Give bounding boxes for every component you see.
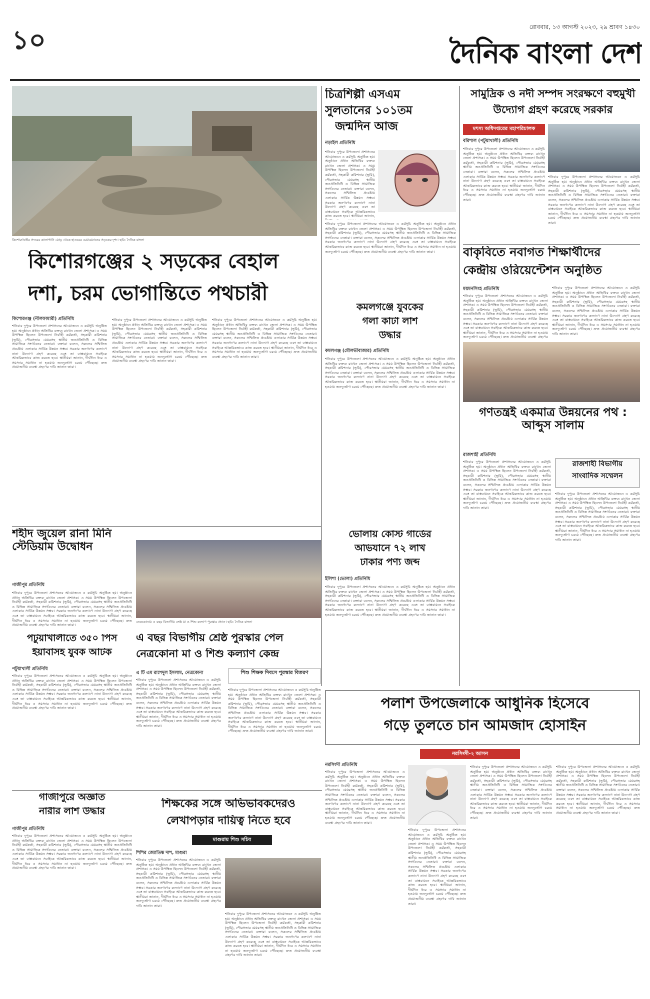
road-headline-line1: কিশোরগঞ্জের ২ সড়কের বেহাল xyxy=(28,250,279,273)
orientation-photo xyxy=(463,342,640,402)
road-headline-line2: দশা, চরম ভোগান্তিতে পথচারী xyxy=(28,282,268,305)
artist-byline: নড়াইল প্রতিনিধি xyxy=(325,141,356,146)
yaba-body: শনিবার দুপুরে উপজেলা প্রশাসনের আয়োজনে এ কর্মসূচি অনুষ্ঠিত হয়। অনুষ্ঠানে প্রধান অতিথির বক্তব্য রাখেন জেলা প্রশাসক। এ সময় উপস্থিত ছিলেন উপজেলা নির্বাহী কর্মকর্তা, সহকারী কমিশনার (ভূমি), পৌরসভার মেয়রসহ স্থানীয় জনপ্রতিনিধি ও বিভিন্ন সামাজিক সংগঠনের নেতারা। বক্তারা বলেন, সকলের সম্মিলিত প্রচেষ্টায় এলাকার সার্বিক উন্নয়ন সম্ভব। সরকার জনগণের কল্যাণে নানা উদ্যোগ গ্রহণ করেছে এবং তা বাস্তবায়নে সবাইকে আন্তরিকভাবে কাজ করতে হবে। স্থানীয়রা জানান, দীর্ঘদিন ধরে এ সমস্যার সমাধান না হওয়ায় জনদুর্ভোগ চরমে পৌঁছেছে। দ্রুত প্রয়োজনীয় ব্যবস্থা গ্রহণের দাবি জানান তারা। xyxy=(12,674,132,711)
artist-body-col2: শনিবার দুপুরে উপজেলা প্রশাসনের আয়োজনে এ কর্মসূচি অনুষ্ঠিত হয়। অনুষ্ঠানে প্রধান অতিথির বক্তব্য রাখেন জেলা প্রশাসক। এ সময় উপস্থিত ছিলেন উপজেলা নির্বাহী কর্মকর্তা, সহকারী কমিশনার (ভূমি), পৌরসভার মেয়রসহ স্থানীয় জনপ্রতিনিধি ও বিভিন্ন সামাজিক সংগঠনের নেতারা। বক্তারা বলেন, সকলের সম্মিলিত প্রচেষ্টায় এলাকার সার্বিক উন্নয়ন সম্ভব। সরকার জনগণের কল্যাণে নানা উদ্যোগ গ্রহণ করেছে এবং তা বাস্তবায়নে সবাইকে আন্তরিকভাবে কাজ করতে হবে। স্থানীয়রা জানান, দীর্ঘদিন ধরে এ সমস্যার সমাধান না হওয়ায় জনদুর্ভোগ চরমে পৌঁছেছে। দ্রুত প্রয়োজনীয় ব্যবস্থা গ্রহণের দাবি জানান তারা। xyxy=(325,222,456,254)
yaba-headline-line2: ইয়াবাসহ যুবক আটক xyxy=(32,648,112,658)
teachers-byline: শিশির জ্যোতিষ্ক দাশ, মাগুরা xyxy=(136,851,187,856)
sea-byline: বরিশাল (পটুয়াখালী) প্রতিনিধি xyxy=(463,139,519,144)
sea-photo xyxy=(548,124,640,172)
orientation-body-col1: শনিবার দুপুরে উপজেলা প্রশাসনের আয়োজনে এ কর্মসূচি অনুষ্ঠিত হয়। অনুষ্ঠানে প্রধান অতিথির বক্তব্য রাখেন জেলা প্রশাসক। এ সময় উপস্থিত ছিলেন উপজেলা নির্বাহী কর্মকর্তা, সহকারী কমিশনার (ভূমি), পৌরসভার মেয়রসহ স্থানীয় জনপ্রতিনিধি ও বিভিন্ন সামাজিক সংগঠনের নেতারা। বক্তারা বলেন, সকলের সম্মিলিত প্রচেষ্টায় এলাকার সার্বিক উন্নয়ন সম্ভব। সরকার জনগণের কল্যাণে নানা উদ্যোগ গ্রহণ করেছে এবং তা বাস্তবায়নে সবাইকে আন্তরিকভাবে কাজ করতে হবে। স্থানীয়রা জানান, দীর্ঘদিন ধরে এ সমস্যার সমাধান না হওয়ায় জনদুর্ভোগ চরমে পৌঁছেছে। দ্রুত প্রয়োজনীয় ব্যবস্থা গ্রহণের xyxy=(463,294,548,339)
stadium-body: শনিবার দুপুরে উপজেলা প্রশাসনের আয়োজনে এ কর্মসূচি অনুষ্ঠিত হয়। অনুষ্ঠানে প্রধান অতিথির বক্তব্য রাখেন জেলা প্রশাসক। এ সময় উপস্থিত ছিলেন উপজেলা নির্বাহী কর্মকর্তা, সহকারী কমিশনার (ভূমি), পৌরসভার মেয়রসহ স্থানীয় জনপ্রতিনিধি ও বিভিন্ন সামাজিক সংগঠনের নেতারা। বক্তারা বলেন, সকলের সম্মিলিত প্রচেষ্টায় এলাকার সার্বিক উন্নয়ন সম্ভব। সরকার জনগণের কল্যাণে নানা উদ্যোগ গ্রহণ করেছে এবং তা বাস্তবায়নে সবাইকে আন্তরিকভাবে কাজ করতে হবে। স্থানীয়রা জানান, দীর্ঘদিন ধরে এ সমস্যার সমাধান না হওয়ায় জনদুর্ভোগ চরমে পৌঁছেছে। দ্রুত প্রয়োজনীয় ব্যবস্থা গ্রহণের দাবি জানান তারা। xyxy=(12,591,132,628)
section-rule-1 xyxy=(12,526,322,527)
artist-headline-line2: সুলতানের ১০১তম xyxy=(325,104,413,117)
road-scene-graphic xyxy=(12,86,317,236)
orientation-byline: ময়মনসিংহ প্রতিনিধি xyxy=(463,287,500,292)
palash-headline-line2: গড়ে তুলতে চান আমজাদ হোসাইন xyxy=(383,718,587,734)
teachers-body-col2: শনিবার দুপুরে উপজেলা প্রশাসনের আয়োজনে এ কর্মসূচি অনুষ্ঠিত হয়। অনুষ্ঠানে প্রধান অতিথির বক্তব্য রাখেন জেলা প্রশাসক। এ সময় উপস্থিত ছিলেন উপজেলা নির্বাহী কর্মকর্তা, সহকারী কমিশনার (ভূমি), পৌরসভার মেয়রসহ স্থানীয় জনপ্রতিনিধি ও বিভিন্ন সামাজিক সংগঠনের নেতারা। বক্তারা বলেন, সকলের সম্মিলিত প্রচেষ্টায় এলাকার সার্বিক উন্নয়ন সম্ভব। সরকার জনগণের কল্যাণে নানা উদ্যোগ গ্রহণ করেছে এবং তা বাস্তবায়নে সবাইকে আন্তরিকভাবে কাজ করতে হবে। স্থানীয়রা জানান, দীর্ঘদিন ধরে এ সমস্যার সমাধান না হওয়ায় জনদুর্ভোগ চরমে পৌঁছেছে। দ্রুত প্রয়োজনীয় ব্যবস্থা গ্রহণের দাবি জানান তারা। xyxy=(225,912,321,958)
stadium-byline: গাজীপুর প্রতিনিধি xyxy=(12,583,45,588)
teachers-headline-line1: শিক্ষকের সঙ্গে অভিভাবকদেরও xyxy=(161,798,296,810)
palash-body-col2: শনিবার দুপুরে উপজেলা প্রশাসনের আয়োজনে এ কর্মসূচি অনুষ্ঠিত হয়। অনুষ্ঠানে প্রধান অতিথির বক্তব্য রাখেন জেলা প্রশাসক। এ সময় উপস্থিত ছিলেন উপজেলা নির্বাহী কর্মকর্তা, সহকারী কমিশনার (ভূমি), পৌরসভার মেয়রসহ স্থানীয় জনপ্রতিনিধি ও বিভিন্ন সামাজিক সংগঠনের নেতারা। বক্তারা বলেন, সকলের সম্মিলিত প্রচেষ্টায় এলাকার সার্বিক উন্নয়ন সম্ভব। সরকার জনগণের কল্যাণে নানা উদ্যোগ গ্রহণ করেছে এবং তা বাস্তবায়নে সবাইকে আন্তরিকভাবে কাজ করতে হবে। স্থানীয়রা জানান, দীর্ঘদিন ধরে এ সমস্যার সমাধান না হওয়ায় জনদুর্ভোগ চরমে পৌঁছেছে। দ্রুত প্রয়োজনীয় ব্যবস্থা গ্রহণের দাবি জানান তারা। xyxy=(408,828,466,906)
palash-headline-line1: পলাশ উপজেলাকে আধুনিক হিসেবে xyxy=(380,696,590,712)
award-photo-caption: নেত্রকোনায় এ বছর বিভাগীয় শ্রেষ্ঠ মা ও শিশু কল্যাণ পুরস্কার প্রদান। ছবি: দৈনিক বাংলা xyxy=(136,620,253,624)
teachers-banner: মাগুরায় শিশু সচিব xyxy=(192,835,272,845)
coast-guard-headline-line2: অভিযানে ৭২ লাখ xyxy=(354,544,426,554)
masthead-rule xyxy=(10,79,640,81)
sea-headline-line1: সামুদ্রিক ও নদী সম্পদ সংরক্ষণে বহুমুখী xyxy=(470,88,636,100)
award-byline: এ টি এম রাশেদুল ইসলাম, নেত্রকোনা xyxy=(136,671,204,676)
rajshahi-headline-line2: সাংবাদিক সম্মেলন xyxy=(572,472,623,480)
palash-byline: নরসিংদী প্রতিনিধি xyxy=(325,763,358,768)
teachers-body-col1: শনিবার দুপুরে উপজেলা প্রশাসনের আয়োজনে এ কর্মসূচি অনুষ্ঠিত হয়। অনুষ্ঠানে প্রধান অতিথির বক্তব্য রাখেন জেলা প্রশাসক। এ সময় উপস্থিত ছিলেন উপজেলা নির্বাহী কর্মকর্তা, সহকারী কমিশনার (ভূমি), পৌরসভার মেয়রসহ স্থানীয় জনপ্রতিনিধি ও বিভিন্ন সামাজিক সংগঠনের নেতারা। বক্তারা বলেন, সকলের সম্মিলিত প্রচেষ্টায় এলাকার সার্বিক উন্নয়ন সম্ভব। সরকার জনগণের কল্যাণে নানা উদ্যোগ গ্রহণ করেছে এবং তা বাস্তবায়নে সবাইকে আন্তরিকভাবে কাজ করতে হবে। স্থানীয়রা জানান, দীর্ঘদিন ধরে এ সমস্যার সমাধান না হওয়ায় জনদুর্ভোগ চরমে পৌঁছেছে। দ্রুত প্রয়োজনীয় ব্যবস্থা গ্রহণের দাবি জানান তারা। xyxy=(136,858,221,908)
democracy-byline: রাজশাহী প্রতিনিধি xyxy=(463,453,496,458)
column-rule-1 xyxy=(321,86,322,686)
teachers-box: শিশু শিক্ষক দিবসে পুরস্কার বিতরণ xyxy=(228,668,321,684)
artist-headline-line3: জন্মদিন আজ xyxy=(335,120,398,133)
road-body-col2: শনিবার দুপুরে উপজেলা প্রশাসনের আয়োজনে এ কর্মসূচি অনুষ্ঠিত হয়। অনুষ্ঠানে প্রধান অতিথির বক্তব্য রাখেন জেলা প্রশাসক। এ সময় উপস্থিত ছিলেন উপজেলা নির্বাহী কর্মকর্তা, সহকারী কমিশনার (ভূমি), পৌরসভার মেয়রসহ স্থানীয় জনপ্রতিনিধি ও বিভিন্ন সামাজিক সংগঠনের নেতারা। বক্তারা বলেন, সকলের সম্মিলিত প্রচেষ্টায় এলাকার সার্বিক উন্নয়ন সম্ভব। সরকার জনগণের কল্যাণে নানা উদ্যোগ গ্রহণ করেছে এবং তা বাস্তবায়নে সবাইকে আন্তরিকভাবে কাজ করতে হবে। স্থানীয়রা জানান, দীর্ঘদিন ধরে এ সমস্যার সমাধান না হওয়ায় জনদুর্ভোগ চরমে পৌঁছেছে। দ্রুত প্রয়োজনীয় ব্যবস্থা গ্রহণের দাবি জানান তারা। xyxy=(112,318,207,364)
masthead-name: দৈনিক বাংলা দেশ xyxy=(449,37,642,70)
teachers-headline-line2: লেখাপড়ার দায়িত্ব নিতে হবে xyxy=(166,815,291,827)
palash-portrait xyxy=(408,765,466,825)
page-number: ১০ xyxy=(12,26,46,56)
award-photo xyxy=(136,540,321,618)
orientation-body-col2: শনিবার দুপুরে উপজেলা প্রশাসনের আয়োজনে এ কর্মসূচি অনুষ্ঠিত হয়। অনুষ্ঠানে প্রধান অতিথির বক্তব্য রাখেন জেলা প্রশাসক। এ সময় উপস্থিত ছিলেন উপজেলা নির্বাহী কর্মকর্তা, সহকারী কমিশনার (ভূমি), পৌরসভার মেয়রসহ স্থানীয় জনপ্রতিনিধি ও বিভিন্ন সামাজিক সংগঠনের নেতারা। বক্তারা বলেন, সকলের সম্মিলিত প্রচেষ্টায় এলাকার সার্বিক উন্নয়ন সম্ভব। সরকার জনগণের কল্যাণে নানা উদ্যোগ গ্রহণ করেছে এবং তা বাস্তবায়নে সবাইকে আন্তরিকভাবে কাজ করতে হবে। স্থানীয়রা জানান, দীর্ঘদিন ধরে এ সমস্যার সমাধান না হওয়ায় জনদুর্ভোগ চরমে পৌঁছেছে। দ্রুত প্রয়োজনীয় ব্যবস্থা গ্রহণের দাবি জানান তারা। xyxy=(552,286,640,336)
democracy-headline: গণতন্ত্রই একমাত্র উন্নয়নের পথ : আব্দুস সালাম xyxy=(478,406,628,433)
killed-headline-line1: কমলগঞ্জে যুবকের xyxy=(356,303,424,313)
artist-portrait-sketch xyxy=(378,150,456,212)
section-rule-2 xyxy=(463,244,640,245)
stadium-headline: শহীদ জুয়েল রানা মিনি স্টেডিয়াম উদ্বোধন xyxy=(12,528,112,553)
orientation-headline-line1: বাকৃবিতে নবাগত শিক্ষার্থীদের xyxy=(463,246,601,259)
yaba-headline-line1: পটুয়াখালীতে ৩৫০ পিস xyxy=(26,634,118,644)
date-line: রোববার, ১৩ আগস্ট ২০২৩, ২৯ শ্রাবণ ১৪৩০ xyxy=(529,24,640,31)
gazipur-body: শনিবার দুপুরে উপজেলা প্রশাসনের আয়োজনে এ কর্মসূচি অনুষ্ঠিত হয়। অনুষ্ঠানে প্রধান অতিথির বক্তব্য রাখেন জেলা প্রশাসক। এ সময় উপস্থিত ছিলেন উপজেলা নির্বাহী কর্মকর্তা, সহকারী কমিশনার (ভূমি), পৌরসভার মেয়রসহ স্থানীয় জনপ্রতিনিধি ও বিভিন্ন সামাজিক সংগঠনের নেতারা। বক্তারা বলেন, সকলের সম্মিলিত প্রচেষ্টায় এলাকার সার্বিক উন্নয়ন সম্ভব। সরকার জনগণের কল্যাণে নানা উদ্যোগ গ্রহণ করেছে এবং তা বাস্তবায়নে সবাইকে আন্তরিকভাবে কাজ করতে হবে। স্থানীয়রা জানান, দীর্ঘদিন ধরে এ সমস্যার সমাধান না হওয়ায় জনদুর্ভোগ চরমে পৌঁছেছে। দ্রুত প্রয়োজনীয় ব্যবস্থা গ্রহণের দাবি জানান তারা। xyxy=(12,834,132,871)
palash-banner: নরসিংদী-২ আসন xyxy=(420,749,520,759)
gazipur-headline-line2: নারীর লাশ উদ্ধার xyxy=(38,807,105,817)
artist-portrait xyxy=(378,150,456,212)
sea-body-col1: শনিবার দুপুরে উপজেলা প্রশাসনের আয়োজনে এ কর্মসূচি অনুষ্ঠিত হয়। অনুষ্ঠানে প্রধান অতিথির বক্তব্য রাখেন জেলা প্রশাসক। এ সময় উপস্থিত ছিলেন উপজেলা নির্বাহী কর্মকর্তা, সহকারী কমিশনার (ভূমি), পৌরসভার মেয়রসহ স্থানীয় জনপ্রতিনিধি ও বিভিন্ন সামাজিক সংগঠনের নেতারা। বক্তারা বলেন, সকলের সম্মিলিত প্রচেষ্টায় এলাকার সার্বিক উন্নয়ন সম্ভব। সরকার জনগণের কল্যাণে নানা উদ্যোগ গ্রহণ করেছে এবং তা বাস্তবায়নে সবাইকে আন্তরিকভাবে কাজ করতে হবে। স্থানীয়রা জানান, দীর্ঘদিন ধরে এ সমস্যার সমাধান না হওয়ায় জনদুর্ভোগ চরমে পৌঁছেছে। দ্রুত প্রয়োজনীয় ব্যবস্থা গ্রহণের দাবি জানান তারা। xyxy=(463,147,545,202)
coast-guard-body: শনিবার দুপুরে উপজেলা প্রশাসনের আয়োজনে এ কর্মসূচি অনুষ্ঠিত হয়। অনুষ্ঠানে প্রধান অতিথির বক্তব্য রাখেন জেলা প্রশাসক। এ সময় উপস্থিত ছিলেন উপজেলা নির্বাহী কর্মকর্তা, সহকারী কমিশনার (ভূমি), পৌরসভার মেয়রসহ স্থানীয় জনপ্রতিনিধি ও বিভিন্ন সামাজিক সংগঠনের নেতারা। বক্তারা বলেন, সকলের সম্মিলিত প্রচেষ্টায় এলাকার সার্বিক উন্নয়ন সম্ভব। সরকার জনগণের কল্যাণে নানা উদ্যোগ গ্রহণ করেছে এবং তা বাস্তবায়নে সবাইকে আন্তরিকভাবে কাজ করতে হবে। স্থানীয়রা জানান, দীর্ঘদিন ধরে এ সমস্যার সমাধান না হওয়ায় জনদুর্ভোগ চরমে পৌঁছেছে। দ্রুত প্রয়োজনীয় ব্যবস্থা গ্রহণের দাবি জানান তারা। xyxy=(325,585,455,617)
road-photo-caption: কিশোরগঞ্জের সদরের কালাপানি মোড় থেকে হাওরের চেয়ারম্যানের সড়কের দৃশ্য। ছবি: দৈনিক বাংলা xyxy=(12,238,145,242)
column-rule-2 xyxy=(459,86,460,686)
award-body-col2: শনিবার দুপুরে উপজেলা প্রশাসনের আয়োজনে এ কর্মসূচি অনুষ্ঠিত হয়। অনুষ্ঠানে প্রধান অতিথির বক্তব্য রাখেন জেলা প্রশাসক। এ সময় উপস্থিত ছিলেন উপজেলা নির্বাহী কর্মকর্তা, সহকারী কমিশনার (ভূমি), পৌরসভার মেয়রসহ স্থানীয় জনপ্রতিনিধি ও বিভিন্ন সামাজিক সংগঠনের নেতারা। বক্তারা বলেন, সকলের সম্মিলিত প্রচেষ্টায় এলাকার সার্বিক উন্নয়ন সম্ভব। সরকার জনগণের কল্যাণে নানা উদ্যোগ গ্রহণ করেছে এবং তা বাস্তবায়নে সবাইকে আন্তরিকভাবে কাজ করতে হবে। স্থানীয়রা জানান, দীর্ঘদিন ধরে এ সমস্যার সমাধান না হওয়ায় জনদুর্ভোগ চরমে পৌঁছেছে। দ্রুত প্রয়োজনীয় ব্যবস্থা গ্রহণের দাবি জানান তারা। xyxy=(228,688,321,734)
palash-portrait-figure xyxy=(408,765,466,825)
palash-body-col4: শনিবার দুপুরে উপজেলা প্রশাসনের আয়োজনে এ কর্মসূচি অনুষ্ঠিত হয়। অনুষ্ঠানে প্রধান অতিথির বক্তব্য রাখেন জেলা প্রশাসক। এ সময় উপস্থিত ছিলেন উপজেলা নির্বাহী কর্মকর্তা, সহকারী কমিশনার (ভূমি), পৌরসভার মেয়রসহ স্থানীয় জনপ্রতিনিধি ও বিভিন্ন সামাজিক সংগঠনের নেতারা। বক্তারা বলেন, সকলের সম্মিলিত প্রচেষ্টায় এলাকার সার্বিক উন্নয়ন সম্ভব। সরকার জনগণের কল্যাণে নানা উদ্যোগ গ্রহণ করেছে এবং তা বাস্তবায়নে সবাইকে আন্তরিকভাবে কাজ করতে হবে। স্থানীয়রা জানান, দীর্ঘদিন ধরে এ সমস্যার সমাধান না হওয়ায় জনদুর্ভোগ চরমে পৌঁছেছে। দ্রুত প্রয়োজনীয় ব্যবস্থা গ্রহণের দাবি জানান তারা। xyxy=(556,765,640,815)
killed-byline: কমলগঞ্জ (মৌলভীবাজার) প্রতিনিধি xyxy=(325,349,390,354)
road-body-col3: শনিবার দুপুরে উপজেলা প্রশাসনের আয়োজনে এ কর্মসূচি অনুষ্ঠিত হয়। অনুষ্ঠানে প্রধান অতিথির বক্তব্য রাখেন জেলা প্রশাসক। এ সময় উপস্থিত ছিলেন উপজেলা নির্বাহী কর্মকর্তা, সহকারী কমিশনার (ভূমি), পৌরসভার মেয়রসহ স্থানীয় জনপ্রতিনিধি ও বিভিন্ন সামাজিক সংগঠনের নেতারা। বক্তারা বলেন, সকলের সম্মিলিত প্রচেষ্টায় এলাকার সার্বিক উন্নয়ন সম্ভব। সরকার জনগণের কল্যাণে নানা উদ্যোগ গ্রহণ করেছে এবং তা বাস্তবায়নে সবাইকে আন্তরিকভাবে কাজ করতে হবে। স্থানীয়রা জানান, দীর্ঘদিন ধরে এ সমস্যার সমাধান না হওয়ায় জনদুর্ভোগ চরমে পৌঁছেছে। দ্রুত প্রয়োজনীয় ব্যবস্থা গ্রহণের দাবি জানান তারা। xyxy=(212,318,317,359)
yaba-byline: পটুয়াখালী প্রতিনিধি xyxy=(12,667,48,672)
award-body-col1: শনিবার দুপুরে উপজেলা প্রশাসনের আয়োজনে এ কর্মসূচি অনুষ্ঠিত হয়। অনুষ্ঠানে প্রধান অতিথির বক্তব্য রাখেন জেলা প্রশাসক। এ সময় উপস্থিত ছিলেন উপজেলা নির্বাহী কর্মকর্তা, সহকারী কমিশনার (ভূমি), পৌরসভার মেয়রসহ স্থানীয় জনপ্রতিনিধি ও বিভিন্ন সামাজিক সংগঠনের নেতারা। বক্তারা বলেন, সকলের সম্মিলিত প্রচেষ্টায় এলাকার সার্বিক উন্নয়ন সম্ভব। সরকার জনগণের কল্যাণে নানা উদ্যোগ গ্রহণ করেছে এবং তা বাস্তবায়নে সবাইকে আন্তরিকভাবে কাজ করতে হবে। স্থানীয়রা জানান, দীর্ঘদিন ধরে এ সমস্যার সমাধান না হওয়ায় জনদুর্ভোগ চরমে পৌঁছেছে। দ্রুত প্রয়োজনীয় ব্যবস্থা গ্রহণের দাবি জানান তারা। xyxy=(136,678,221,728)
sea-headline-line2: উদ্যোগ গ্রহণ করেছে সরকার xyxy=(493,104,613,116)
palash-body-col1: শনিবার দুপুরে উপজেলা প্রশাসনের আয়োজনে এ কর্মসূচি অনুষ্ঠিত হয়। অনুষ্ঠানে প্রধান অতিথির বক্তব্য রাখেন জেলা প্রশাসক। এ সময় উপস্থিত ছিলেন উপজেলা নির্বাহী কর্মকর্তা, সহকারী কমিশনার (ভূমি), পৌরসভার মেয়রসহ স্থানীয় জনপ্রতিনিধি ও বিভিন্ন সামাজিক সংগঠনের নেতারা। বক্তারা বলেন, সকলের সম্মিলিত প্রচেষ্টায় এলাকার সার্বিক উন্নয়ন সম্ভব। সরকার জনগণের কল্যাণে নানা উদ্যোগ গ্রহণ করেছে এবং তা বাস্তবায়নে সবাইকে আন্তরিকভাবে কাজ করতে হবে। স্থানীয়রা জানান, দীর্ঘদিন ধরে এ সমস্যার সমাধান না হওয়ায় জনদুর্ভোগ চরমে পৌঁছেছে। দ্রুত প্রয়োজনীয় ব্যবস্থা গ্রহণের দাবি জানান তারা। xyxy=(325,770,405,825)
sea-body-col2: শনিবার দুপুরে উপজেলা প্রশাসনের আয়োজনে এ কর্মসূচি অনুষ্ঠিত হয়। অনুষ্ঠানে প্রধান অতিথির বক্তব্য রাখেন জেলা প্রশাসক। এ সময় উপস্থিত ছিলেন উপজেলা নির্বাহী কর্মকর্তা, সহকারী কমিশনার (ভূমি), পৌরসভার মেয়রসহ স্থানীয় জনপ্রতিনিধি ও বিভিন্ন সামাজিক সংগঠনের নেতারা। বক্তারা বলেন, সকলের সম্মিলিত প্রচেষ্টায় এলাকার সার্বিক উন্নয়ন সম্ভব। সরকার জনগণের কল্যাণে নানা উদ্যোগ গ্রহণ করেছে এবং তা বাস্তবায়নে সবাইকে আন্তরিকভাবে কাজ করতে হবে। স্থানীয়রা জানান, দীর্ঘদিন ধরে এ সমস্যার সমাধান না হওয়ায় জনদুর্ভোগ চরমে পৌঁছেছে। দ্রুত প্রয়োজনীয় ব্যবস্থা গ্রহণের দাবি জানান তারা। xyxy=(548,175,640,225)
democracy-body-col1: শনিবার দুপুরে উপজেলা প্রশাসনের আয়োজনে এ কর্মসূচি অনুষ্ঠিত হয়। অনুষ্ঠানে প্রধান অতিথির বক্তব্য রাখেন জেলা প্রশাসক। এ সময় উপস্থিত ছিলেন উপজেলা নির্বাহী কর্মকর্তা, সহকারী কমিশনার (ভূমি), পৌরসভার মেয়রসহ স্থানীয় জনপ্রতিনিধি ও বিভিন্ন সামাজিক সংগঠনের নেতারা। বক্তারা বলেন, সকলের সম্মিলিত প্রচেষ্টায় এলাকার সার্বিক উন্নয়ন সম্ভব। সরকার জনগণের কল্যাণে নানা উদ্যোগ গ্রহণ করেছে এবং তা বাস্তবায়নে সবাইকে আন্তরিকভাবে কাজ করতে হবে। স্থানীয়রা জানান, দীর্ঘদিন ধরে এ সমস্যার সমাধান না হওয়ায় জনদুর্ভোগ চরমে পৌঁছেছে। দ্রুত প্রয়োজনীয় ব্যবস্থা গ্রহণের দাবি জানান তারা। xyxy=(463,460,551,510)
palash-body-col3: শনিবার দুপুরে উপজেলা প্রশাসনের আয়োজনে এ কর্মসূচি অনুষ্ঠিত হয়। অনুষ্ঠানে প্রধান অতিথির বক্তব্য রাখেন জেলা প্রশাসক। এ সময় উপস্থিত ছিলেন উপজেলা নির্বাহী কর্মকর্তা, সহকারী কমিশনার (ভূমি), পৌরসভার মেয়রসহ স্থানীয় জনপ্রতিনিধি ও বিভিন্ন সামাজিক সংগঠনের নেতারা। বক্তারা বলেন, সকলের সম্মিলিত প্রচেষ্টায় এলাকার সার্বিক উন্নয়ন সম্ভব। সরকার জনগণের কল্যাণে নানা উদ্যোগ গ্রহণ করেছে এবং তা বাস্তবায়নে সবাইকে আন্তরিকভাবে কাজ করতে হবে। স্থানীয়রা জানান, দীর্ঘদিন ধরে এ সমস্যার সমাধান না হওয়ায় জনদুর্ভোগ চরমে পৌঁছেছে। দ্রুত প্রয়োজনীয় ব্যবস্থা গ্রহণের দাবি জানান তারা। xyxy=(470,765,552,820)
road-body-col1: শনিবার দুপুরে উপজেলা প্রশাসনের আয়োজনে এ কর্মসূচি অনুষ্ঠিত হয়। অনুষ্ঠানে প্রধান অতিথির বক্তব্য রাখেন জেলা প্রশাসক। এ সময় উপস্থিত ছিলেন উপজেলা নির্বাহী কর্মকর্তা, সহকারী কমিশনার (ভূমি), পৌরসভার মেয়রসহ স্থানীয় জনপ্রতিনিধি ও বিভিন্ন সামাজিক সংগঠনের নেতারা। বক্তারা বলেন, সকলের সম্মিলিত প্রচেষ্টায় এলাকার সার্বিক উন্নয়ন সম্ভব। সরকার জনগণের কল্যাণে নানা উদ্যোগ গ্রহণ করেছে এবং তা বাস্তবায়নে সবাইকে আন্তরিকভাবে কাজ করতে হবে। স্থানীয়রা জানান, দীর্ঘদিন ধরে এ সমস্যার সমাধান না হওয়ায় জনদুর্ভোগ চরমে পৌঁছেছে। দ্রুত প্রয়োজনীয় ব্যবস্থা গ্রহণের দাবি জানান তারা। xyxy=(12,324,107,370)
road-photo xyxy=(12,86,317,236)
award-headline-line1: এ বছর বিভাগীয় শ্রেষ্ঠ পুরস্কার পেল xyxy=(136,632,284,644)
section-rule-3 xyxy=(12,790,322,791)
rajshahi-headline-line1: রাজশাহী বিভাগীয় xyxy=(572,460,623,468)
award-headline-line2: নেত্রকোনা মা ও শিশু কল্যাণ কেন্দ্র xyxy=(136,648,280,660)
teachers-photo xyxy=(225,858,321,908)
killed-body: শনিবার দুপুরে উপজেলা প্রশাসনের আয়োজনে এ কর্মসূচি অনুষ্ঠিত হয়। অনুষ্ঠানে প্রধান অতিথির বক্তব্য রাখেন জেলা প্রশাসক। এ সময় উপস্থিত ছিলেন উপজেলা নির্বাহী কর্মকর্তা, সহকারী কমিশনার (ভূমি), পৌরসভার মেয়রসহ স্থানীয় জনপ্রতিনিধি ও বিভিন্ন সামাজিক সংগঠনের নেতারা। বক্তারা বলেন, সকলের সম্মিলিত প্রচেষ্টায় এলাকার সার্বিক উন্নয়ন সম্ভব। সরকার জনগণের কল্যাণে নানা উদ্যোগ গ্রহণ করেছে এবং তা বাস্তবায়নে সবাইকে আন্তরিকভাবে কাজ করতে হবে। স্থানীয়রা জানান, দীর্ঘদিন ধরে এ সমস্যার সমাধান না হওয়ায় জনদুর্ভোগ চরমে পৌঁছেছে। দ্রুত প্রয়োজনীয় ব্যবস্থা গ্রহণের দাবি জানান তারা। xyxy=(325,357,455,389)
artist-headline-line1: চিত্রশিল্পী এসএম xyxy=(325,88,401,101)
coast-guard-headline-line3: টাকার পণ্য জব্দ xyxy=(360,558,420,568)
coast-guard-byline: ইলিশা (ভোলা) প্রতিনিধি xyxy=(325,577,371,582)
sea-banner: মৎস্য অধিদপ্তরের মহাপরিচালক xyxy=(463,124,545,135)
coast-guard-headline-line1: ভোলায় কোস্ট গার্ডের xyxy=(348,530,432,540)
orientation-headline-line2: কেন্দ্রীয় ওরিয়েন্টেশন অনুষ্ঠিত xyxy=(463,264,602,277)
killed-headline-line3: উদ্ধার xyxy=(378,331,402,341)
road-byline: কিশোরগঞ্জ (নীলফামারী) প্রতিনিধি xyxy=(12,317,75,322)
rajshahi-body: শনিবার দুপুরে উপজেলা প্রশাসনের আয়োজনে এ কর্মসূচি অনুষ্ঠিত হয়। অনুষ্ঠানে প্রধান অতিথির বক্তব্য রাখেন জেলা প্রশাসক। এ সময় উপস্থিত ছিলেন উপজেলা নির্বাহী কর্মকর্তা, সহকারী কমিশনার (ভূমি), পৌরসভার মেয়রসহ স্থানীয় জনপ্রতিনিধি ও বিভিন্ন সামাজিক সংগঠনের নেতারা। বক্তারা বলেন, সকলের সম্মিলিত প্রচেষ্টায় এলাকার সার্বিক উন্নয়ন সম্ভব। সরকার জনগণের কল্যাণে নানা উদ্যোগ গ্রহণ করেছে এবং তা বাস্তবায়নে সবাইকে আন্তরিকভাবে কাজ করতে হবে। স্থানীয়রা জানান, দীর্ঘদিন ধরে এ সমস্যার সমাধান না হওয়ায় জনদুর্ভোগ চরমে পৌঁছেছে। দ্রুত প্রয়োজনীয় ব্যবস্থা গ্রহণের দাবি জানান তারা। xyxy=(555,492,640,542)
gazipur-byline: গাজীপুর প্রতিনিধি xyxy=(12,827,45,832)
artist-body-col1: শনিবার দুপুরে উপজেলা প্রশাসনের আয়োজনে এ কর্মসূচি অনুষ্ঠিত হয়। অনুষ্ঠানে প্রধান অতিথির বক্তব্য রাখেন জেলা প্রশাসক। এ সময় উপস্থিত ছিলেন উপজেলা নির্বাহী কর্মকর্তা, সহকারী কমিশনার (ভূমি), পৌরসভার মেয়রসহ স্থানীয় জনপ্রতিনিধি ও বিভিন্ন সামাজিক সংগঠনের নেতারা। বক্তারা বলেন, সকলের সম্মিলিত প্রচেষ্টায় এলাকার সার্বিক উন্নয়ন সম্ভব। সরকার জনগণের কল্যাণে নানা উদ্যোগ গ্রহণ করেছে এবং তা বাস্তবায়নে সবাইকে আন্তরিকভাবে কাজ করতে হবে। স্থানীয়রা জানান, xyxy=(325,150,375,219)
gazipur-headline-line1: গাজীপুরে অজ্ঞাত xyxy=(38,793,106,803)
killed-headline-line2: গলা কাটা লাশ xyxy=(362,317,418,327)
